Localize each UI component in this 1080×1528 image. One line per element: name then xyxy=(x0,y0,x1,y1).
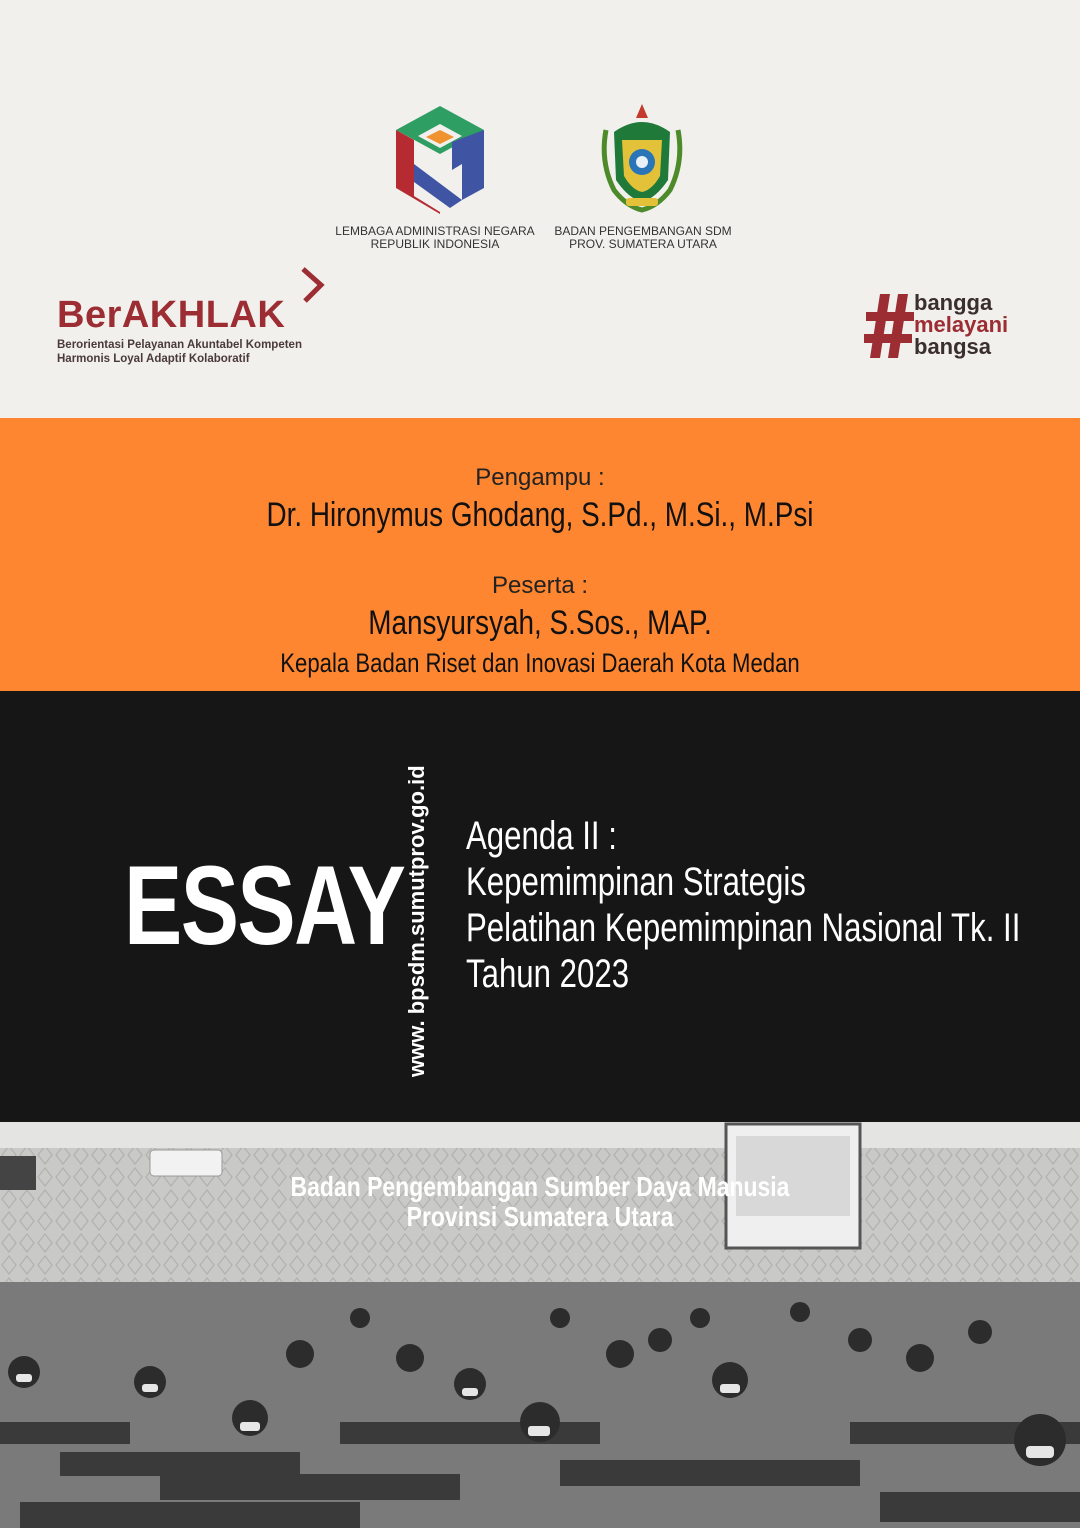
classroom-photo xyxy=(0,1122,1080,1528)
peserta-name: Mansyursyah, S.Sos., MAP. xyxy=(368,604,712,642)
header-area xyxy=(0,0,1080,418)
pengampu-name: Dr. Hironymus Ghodang, S.Pd., M.Si., M.Psi xyxy=(266,496,814,534)
peserta-role: Kepala Badan Riset dan Inovasi Daerah Kota Medan xyxy=(280,648,800,678)
essay-title: ESSAY xyxy=(124,843,405,968)
essay-panel xyxy=(0,691,1080,1122)
sumatera-utara-emblem xyxy=(596,102,688,218)
bangga-melayani-bangsa-text: bangga melayani bangsa xyxy=(914,290,1009,359)
pengampu-label: Pengampu : xyxy=(475,464,605,491)
agenda-line: Kepemimpinan Strategis xyxy=(466,860,806,904)
agenda-block xyxy=(466,813,1020,997)
website-url: www. bpsdm.sumutprov.go.id xyxy=(404,765,429,1077)
bangga-melayani-bangsa-logo xyxy=(862,290,1042,370)
chevron-right-icon xyxy=(295,265,327,305)
lan-caption: LEMBAGA ADMINISTRASI NEGARA REPUBLIK INDONESIA xyxy=(335,224,535,251)
people-band xyxy=(0,418,1080,691)
berakhlak-wordmark: BerAKHLAK xyxy=(57,294,286,336)
bpsdm-caption: BADAN PENGEMBANGAN SDM PROV. SUMATERA UTARA xyxy=(554,224,732,251)
berakhlak-tagline: Berorientasi Pelayanan Akuntabel Kompeten Harmonis Loyal Adaptif Kolaboratif xyxy=(57,339,302,365)
peserta-label: Peserta : xyxy=(491,572,589,599)
agenda-line: Tahun 2023 xyxy=(466,952,630,996)
agenda-line: Agenda II : xyxy=(466,814,617,858)
photo-caption: Badan Pengembangan Sumber Daya Manusia Provinsi Sumatera Utara xyxy=(290,1171,790,1232)
agenda-line: Pelatihan Kepemimpinan Nasional Tk. II xyxy=(466,906,1021,950)
berakhlak-logo xyxy=(55,265,330,375)
lan-logo xyxy=(392,104,488,216)
hashtag-icon xyxy=(862,290,918,362)
